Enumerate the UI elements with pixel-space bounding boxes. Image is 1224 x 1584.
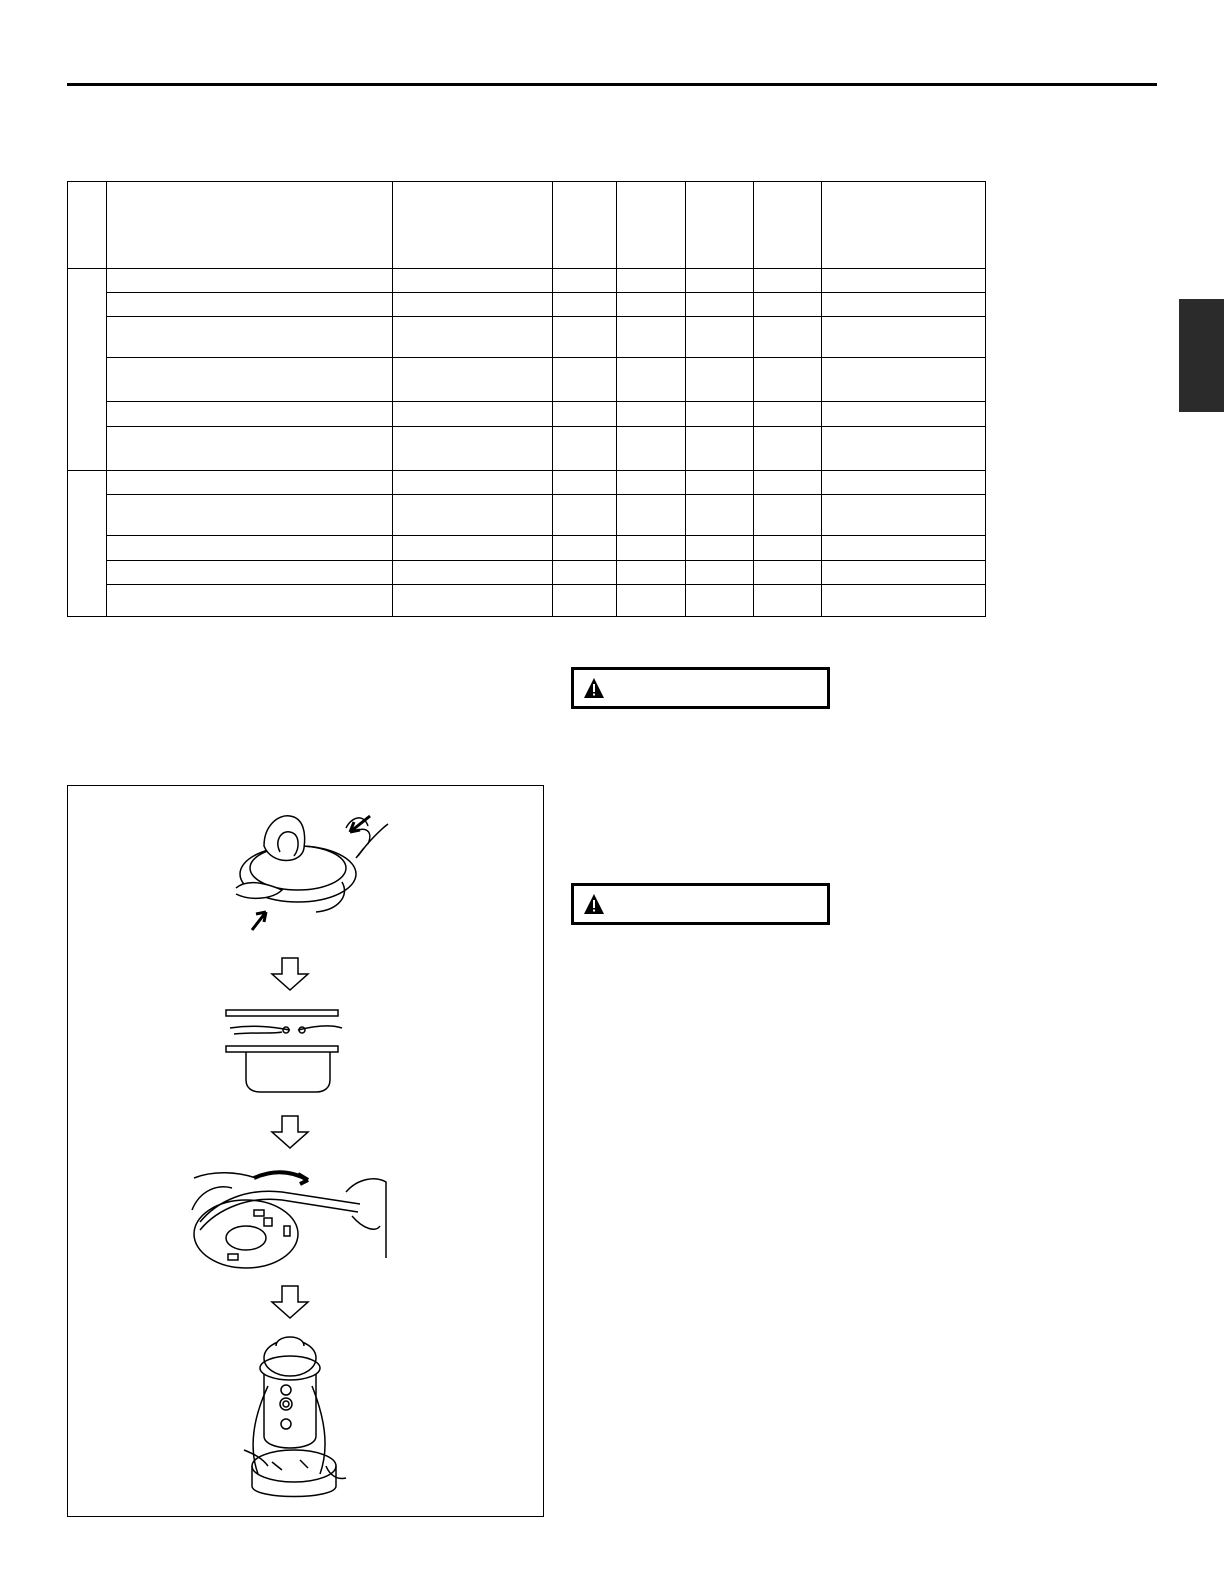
table-cell (822, 560, 986, 584)
table-cell (686, 426, 754, 470)
table-cell (822, 495, 986, 536)
table-cell (617, 358, 686, 402)
down-arrow-icon (272, 1286, 308, 1318)
table-cell (617, 292, 686, 316)
table-cell (686, 268, 754, 292)
table-cell (822, 292, 986, 316)
table-cell (686, 495, 754, 536)
table-cell (822, 182, 986, 269)
table-cell (754, 268, 822, 292)
table-cell (686, 182, 754, 269)
table-cell (617, 495, 686, 536)
table-cell (553, 536, 617, 560)
table-cell (822, 268, 986, 292)
table-cell (686, 470, 754, 494)
table-cell (107, 560, 393, 584)
table-cell (822, 536, 986, 560)
table-cell (754, 292, 822, 316)
line-replacement-figure (67, 785, 544, 1517)
table-cell (553, 182, 617, 269)
table-cell (107, 292, 393, 316)
table-cell (107, 182, 393, 269)
table-cell (754, 426, 822, 470)
warning-triangle-icon (583, 893, 605, 915)
figure-drawing (68, 786, 543, 1516)
table-cell (617, 536, 686, 560)
table-header-row (68, 182, 986, 269)
table-cell (822, 402, 986, 426)
table-cell (754, 182, 822, 269)
table-cell (617, 470, 686, 494)
table-cell (107, 316, 393, 357)
table-row (68, 470, 986, 494)
table-cell (393, 470, 553, 494)
table-cell (754, 358, 822, 402)
table-cell (754, 495, 822, 536)
table-cell (393, 402, 553, 426)
table-row (68, 495, 986, 536)
table-row (68, 292, 986, 316)
table-cell (107, 536, 393, 560)
table-cell (686, 358, 754, 402)
section-tab (1179, 299, 1224, 412)
table-cell (553, 316, 617, 357)
table-cell (107, 358, 393, 402)
step-reassemble-illustration (244, 1337, 346, 1497)
table-cell (553, 268, 617, 292)
table-cell (617, 316, 686, 357)
group-cell (68, 268, 107, 470)
table-cell (393, 358, 553, 402)
table-cell (393, 426, 553, 470)
warning-box (571, 883, 830, 925)
group-cell (68, 470, 107, 616)
table-cell (553, 470, 617, 494)
table-cell (617, 426, 686, 470)
table-cell (686, 560, 754, 584)
table-cell (107, 584, 393, 616)
table-cell (686, 536, 754, 560)
step-spool-illustration (226, 1010, 342, 1092)
down-arrow-icon (272, 1116, 308, 1148)
step-wind-line-illustration (192, 1172, 386, 1268)
table-cell (107, 495, 393, 536)
table-row (68, 584, 986, 616)
table-cell (617, 182, 686, 269)
table-cell (754, 584, 822, 616)
table-cell (107, 402, 393, 426)
table-cell (686, 584, 754, 616)
table-cell (686, 316, 754, 357)
table-cell (393, 182, 553, 269)
table-cell (553, 495, 617, 536)
table-row (68, 426, 986, 470)
table-cell (107, 426, 393, 470)
table-cell (393, 316, 553, 357)
table-cell (754, 560, 822, 584)
table-cell (754, 470, 822, 494)
header-rule (67, 83, 1157, 86)
warning-box (571, 667, 830, 709)
table-cell (617, 560, 686, 584)
table-row (68, 316, 986, 357)
warning-triangle-icon (583, 677, 605, 699)
table-cell (107, 470, 393, 494)
table-cell (393, 560, 553, 584)
table-row (68, 560, 986, 584)
table-cell (553, 402, 617, 426)
table-cell (754, 402, 822, 426)
table-cell (617, 268, 686, 292)
table-cell (822, 584, 986, 616)
table-cell (686, 292, 754, 316)
step-press-tabs-illustration (236, 816, 388, 930)
table-cell (393, 495, 553, 536)
table-cell (617, 584, 686, 616)
table-cell (617, 402, 686, 426)
table-cell (553, 584, 617, 616)
table-cell (393, 584, 553, 616)
table-cell (393, 536, 553, 560)
table-row (68, 358, 986, 402)
table-cell (393, 268, 553, 292)
table-row (68, 268, 986, 292)
maintenance-schedule-table (67, 181, 986, 617)
table-row (68, 402, 986, 426)
table-row (68, 536, 986, 560)
table-cell (553, 358, 617, 402)
table-cell (68, 182, 107, 269)
table-cell (393, 292, 553, 316)
table-cell (107, 268, 393, 292)
table-cell (822, 470, 986, 494)
table-cell (822, 316, 986, 357)
table-cell (754, 316, 822, 357)
table-cell (822, 426, 986, 470)
table-cell (754, 536, 822, 560)
table-cell (686, 402, 754, 426)
table-cell (553, 560, 617, 584)
table-cell (553, 426, 617, 470)
down-arrow-icon (272, 958, 308, 990)
table-cell (553, 292, 617, 316)
table-cell (822, 358, 986, 402)
